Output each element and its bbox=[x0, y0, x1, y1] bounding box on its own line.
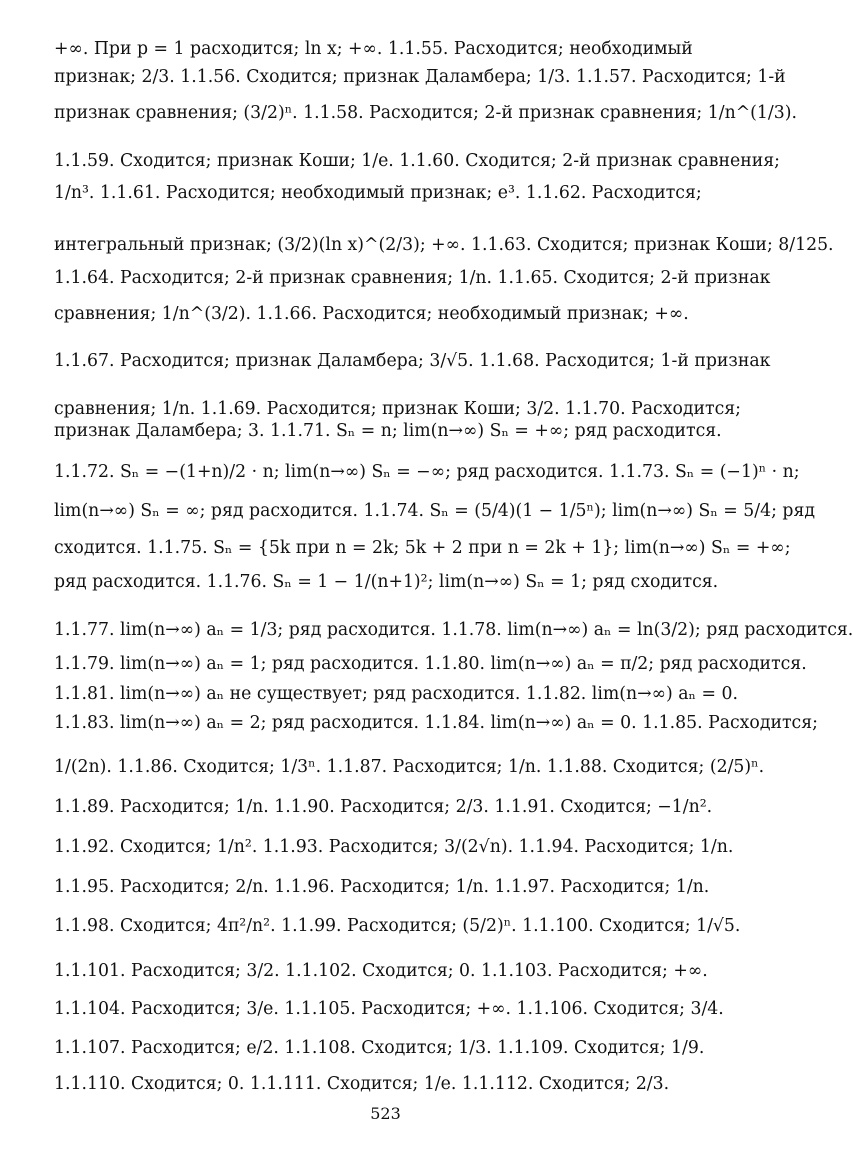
text-line: 1.1.81. lim(n→∞) aₙ не существует; ряд расходится. 1.1.82. lim(n→∞) aₙ = 0. bbox=[54, 684, 738, 704]
text-line: признак; 2/3. 1.1.56. Сходится; признак Даламбера; 1/3. 1.1.57. Расходится; 1-й bbox=[54, 67, 786, 87]
text-line: 1/(2n). 1.1.86. Сходится; 1/3ⁿ. 1.1.87. Расходится; 1/n. 1.1.88. Сходится; (2/5)ⁿ. bbox=[54, 757, 765, 777]
text-line: 1.1.110. Сходится; 0. 1.1.111. Сходится; 1/e. 1.1.112. Сходится; 2/3. bbox=[54, 1074, 670, 1094]
text-line: признак Даламбера; 3. 1.1.71. Sₙ = n; lim(n→∞) Sₙ = +∞; ряд расходится. bbox=[54, 421, 722, 441]
text-line: сравнения; 1/n. 1.1.69. Расходится; признак Коши; 3/2. 1.1.70. Расходится; bbox=[54, 399, 741, 419]
text-line: сравнения; 1/n^(3/2). 1.1.66. Расходится; необходимый признак; +∞. bbox=[54, 304, 689, 324]
text-line: ряд расходится. 1.1.76. Sₙ = 1 − 1/(n+1)²; lim(n→∞) Sₙ = 1; ряд сходится. bbox=[54, 572, 719, 592]
text-line: 1.1.83. lim(n→∞) aₙ = 2; ряд расходится. 1.1.84. lim(n→∞) aₙ = 0. 1.1.85. Расходится; bbox=[54, 713, 818, 733]
text-line: 1.1.64. Расходится; 2-й признак сравнения; 1/n. 1.1.65. Сходится; 2-й признак bbox=[54, 268, 771, 288]
text-line: 1.1.72. Sₙ = −(1+n)/2 · n; lim(n→∞) Sₙ = −∞; ряд расходится. 1.1.73. Sₙ = (−1)ⁿ · n; bbox=[54, 462, 800, 482]
text-line: сходится. 1.1.75. Sₙ = {5k при n = 2k; 5k + 2 при n = 2k + 1}; lim(n→∞) Sₙ = +∞; bbox=[54, 538, 791, 558]
text-line: 1.1.95. Расходится; 2/n. 1.1.96. Расходится; 1/n. 1.1.97. Расходится; 1/n. bbox=[54, 877, 710, 897]
text-line: 1.1.59. Сходится; признак Коши; 1/e. 1.1.60. Сходится; 2-й признак сравнения; bbox=[54, 151, 780, 171]
text-line: 1.1.89. Расходится; 1/n. 1.1.90. Расходится; 2/3. 1.1.91. Сходится; −1/n². bbox=[54, 797, 713, 817]
text-line: 1.1.104. Расходится; 3/e. 1.1.105. Расходится; +∞. 1.1.106. Сходится; 3/4. bbox=[54, 999, 724, 1019]
text-line: 1.1.107. Расходится; e/2. 1.1.108. Сходится; 1/3. 1.1.109. Сходится; 1/9. bbox=[54, 1038, 705, 1058]
text-line: признак сравнения; (3/2)ⁿ. 1.1.58. Расходится; 2-й признак сравнения; 1/n^(1/3). bbox=[54, 103, 797, 123]
text-line: 1.1.79. lim(n→∞) aₙ = 1; ряд расходится. 1.1.80. lim(n→∞) aₙ = π/2; ряд расходится. bbox=[54, 654, 807, 674]
text-line: 1.1.98. Сходится; 4π²/n². 1.1.99. Расходится; (5/2)ⁿ. 1.1.100. Сходится; 1/√5. bbox=[54, 916, 741, 936]
text-line: 1.1.101. Расходится; 3/2. 1.1.102. Сходится; 0. 1.1.103. Расходится; +∞. bbox=[54, 961, 708, 981]
text-line: 1.1.67. Расходится; признак Даламбера; 3/√5. 1.1.68. Расходится; 1-й признак bbox=[54, 351, 771, 371]
text-line: 1.1.77. lim(n→∞) aₙ = 1/3; ряд расходится. 1.1.78. lim(n→∞) aₙ = ln(3/2); ряд расходится. bbox=[54, 620, 853, 640]
text-line: интегральный признак; (3/2)(ln x)^(2/3); +∞. 1.1.63. Сходится; признак Коши; 8/125. bbox=[54, 235, 834, 255]
text-line: 1/n³. 1.1.61. Расходится; необходимый признак; e³. 1.1.62. Расходится; bbox=[54, 183, 702, 203]
text-line: +∞. При p = 1 расходится; ln x; +∞. 1.1.55. Расходится; необходимый bbox=[54, 39, 693, 59]
page-number: 523 bbox=[370, 1104, 401, 1123]
text-line: 1.1.92. Сходится; 1/n². 1.1.93. Расходится; 3/(2√n). 1.1.94. Расходится; 1/n. bbox=[54, 837, 734, 857]
text-line: lim(n→∞) Sₙ = ∞; ряд расходится. 1.1.74. Sₙ = (5/4)(1 − 1/5ⁿ); lim(n→∞) Sₙ = 5/4; ряд bbox=[54, 501, 816, 521]
